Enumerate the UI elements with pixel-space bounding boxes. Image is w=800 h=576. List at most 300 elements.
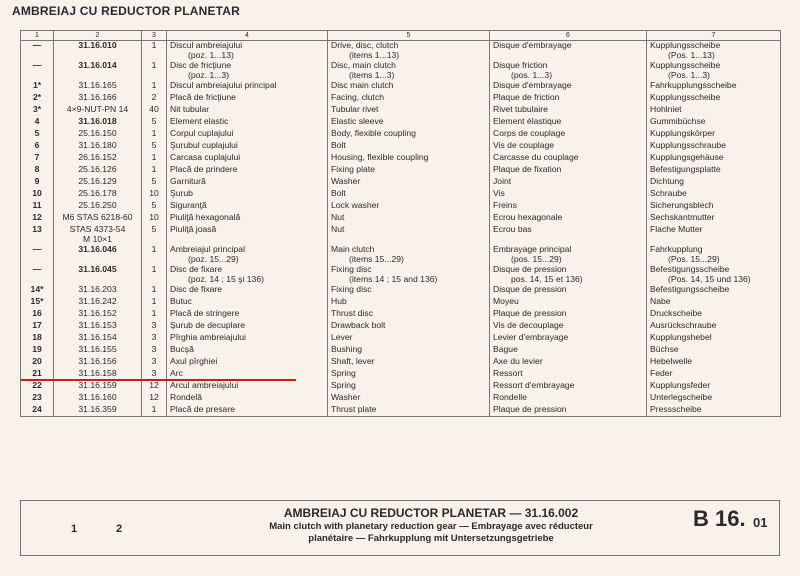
fr-cell-text: Levier d'embrayage [493,332,569,342]
fr-cell [490,189,647,201]
ro-cell-text: Discul ambreiajului [170,40,243,50]
pos-cell-text: 5 [34,128,40,138]
de-cell [647,265,781,285]
en-cell-text: Housing, flexible coupling [331,152,429,162]
table-row [21,245,781,265]
ro-cell-text: Placă de fricţiune [170,92,236,102]
en-cell [328,285,490,297]
fr-cell [490,165,647,177]
table-row [21,189,781,201]
code-cell-text: 31.16.046 [78,244,117,254]
en-cell-text: Fixing disc [331,284,372,294]
code-cell [54,81,142,93]
pos-cell [21,405,54,417]
qty-cell [142,357,167,369]
en-cell-text: Washer [331,176,361,186]
de-cell [647,321,781,333]
ro-cell [167,345,328,357]
de-cell-text: Unterlegscheibe [650,392,713,402]
de-cell-text: Kupplungsscheibe [650,92,721,102]
en-cell [328,105,490,117]
fr-cell [490,201,647,213]
en-cell-text: Spring [331,380,356,390]
en-cell [328,201,490,213]
fr-cell [490,245,647,265]
qty-cell-text: 5 [151,116,157,126]
ro-cell [167,81,328,93]
de-cell-text: Befestigungsplatte [650,164,721,174]
en-cell-text: Body, flexible coupling [331,128,416,138]
pos-cell-text: 15* [30,296,44,306]
qty-cell [142,141,167,153]
table-row [21,309,781,321]
de-cell-subtext: (Pos. 1...3) [668,69,711,80]
qty-cell-text: 3 [151,332,157,342]
footer-description [221,521,641,545]
de-cell-text: Schraube [650,188,687,198]
ro-cell [167,41,328,61]
en-cell [328,345,490,357]
fr-cell-text: Ecrou hexagonale [493,212,563,222]
qty-cell [142,177,167,189]
fr-cell [490,309,647,321]
ro-cell-text: Element elastic [170,116,229,126]
qty-cell [142,321,167,333]
de-cell-text: Befestigungsscheibe [650,264,730,274]
fr-cell-text: Plaque de fixation [493,164,562,174]
code-cell [54,225,142,245]
ro-cell-text: Disc de fixare [170,284,223,294]
en-cell [328,381,490,393]
ro-cell [167,201,328,213]
en-cell [328,153,490,165]
de-cell [647,177,781,189]
ro-cell [167,117,328,129]
qty-cell [142,93,167,105]
en-cell-text: Bushing [331,344,363,354]
pos-cell [21,105,54,117]
ro-cell-text: Butuc [170,296,192,306]
en-cell-text: Nut [331,224,345,234]
code-cell-subtext: M 10×1 [83,233,112,244]
ro-cell-text: Rondelă [170,392,203,402]
pos-cell [21,321,54,333]
footer-desc-line2: planétaire — Fahrkupplung mit Untersetzungsgetriebe [308,533,554,544]
qty-cell-text: 5 [151,200,157,210]
en-cell-text: Thrust plate [331,404,377,414]
ro-cell-text: Placă de prindere [170,164,238,174]
fr-cell-text: Plaque de pression [493,308,567,318]
qty-cell-text: 1 [151,296,157,306]
ro-cell [167,189,328,201]
pos-cell-text: — [32,40,42,50]
pos-cell-text: 14* [30,284,44,294]
qty-cell-text: 1 [151,60,157,70]
en-cell [328,81,490,93]
pos-cell-text: 18 [32,332,42,342]
table-row [21,105,781,117]
ro-cell-text: Corpul cuplajului [170,128,234,138]
fr-cell [490,265,647,285]
footer-desc-line1: Main clutch with planetary reduction gear — Embrayage avec réducteur [269,521,593,532]
qty-cell-text: 5 [151,140,157,150]
ro-cell [167,333,328,345]
de-cell [647,369,781,381]
en-cell [328,333,490,345]
qty-cell [142,393,167,405]
col-header-7: 7 [647,31,781,41]
en-cell-text: Bolt [331,188,346,198]
ro-cell [167,61,328,81]
pos-cell [21,285,54,297]
code-cell-text: 31.16.153 [78,320,117,330]
en-cell [328,245,490,265]
code-cell [54,333,142,345]
ro-cell-text: Disc de fricţiune [170,60,232,70]
ro-cell [167,93,328,105]
pos-cell-text: 13 [32,224,42,234]
code-cell-text: 25.16.129 [78,176,117,186]
ro-cell-subtext: (poz. 14 ; 15 şi 136) [188,273,264,284]
de-cell [647,165,781,177]
code-cell [54,285,142,297]
code-cell [54,129,142,141]
en-cell-text: Spring [331,368,356,378]
fr-cell [490,177,647,189]
de-cell [647,333,781,345]
fr-cell [490,321,647,333]
code-cell-text: 31.16.359 [78,404,117,414]
col-header-2: 2 [54,31,142,41]
de-cell-text: Fahrkupplung [650,244,703,254]
pos-cell-text: 1* [32,80,42,90]
de-cell-text: Kupplungsfeder [650,380,711,390]
qty-cell [142,309,167,321]
pos-cell [21,225,54,245]
de-cell [647,129,781,141]
code-cell-text: 31.16.166 [78,92,117,102]
fr-cell [490,297,647,309]
qty-cell-text: 1 [151,80,157,90]
fr-cell [490,381,647,393]
code-cell-text: 4×9-NUT-PN 14 [66,104,129,114]
de-cell-text: Befestigungsscheibe [650,284,730,294]
fr-cell-text: Disque friction [493,60,548,70]
de-cell-text: Ausrückschraube [650,320,717,330]
pos-cell-text: 17 [32,320,42,330]
en-cell [328,141,490,153]
fr-cell-text: Disque de pression [493,284,567,294]
table-row [21,93,781,105]
ro-cell [167,213,328,225]
qty-cell-text: 3 [151,344,157,354]
de-cell [647,189,781,201]
de-cell [647,141,781,153]
pos-cell-text: 11 [32,200,42,210]
pos-cell-text: 23 [32,392,42,402]
en-cell-text: Drawback bolt [331,320,386,330]
qty-cell-text: 2 [151,92,157,102]
fr-cell-text: Corps de couplage [493,128,566,138]
pos-cell-text: 22 [32,380,42,390]
qty-cell-text: 5 [151,176,157,186]
table-row [21,201,781,213]
en-cell-text: Main clutch [331,244,375,254]
ro-cell [167,393,328,405]
code-cell-text: 31.16.159 [78,380,117,390]
code-cell [54,201,142,213]
ro-cell [167,153,328,165]
qty-cell [142,41,167,61]
pos-cell-text: 19 [32,344,42,354]
fr-cell [490,393,647,405]
code-cell-text: 31.16.160 [78,392,117,402]
ro-cell [167,245,328,265]
code-cell [54,245,142,265]
ro-cell-text: Arc [170,368,183,378]
pos-cell-text: 9 [34,176,40,186]
code-cell-text: 25.16.250 [78,200,117,210]
fr-cell-text: Plaque de pression [493,404,567,414]
pos-cell [21,357,54,369]
code-cell-text: 31.16.155 [78,344,117,354]
de-cell [647,357,781,369]
qty-cell [142,225,167,245]
ro-cell [167,177,328,189]
ro-cell-subtext: (poz. 1...13) [188,49,234,60]
en-cell-text: Bolt [331,140,346,150]
pos-cell-text: 16 [32,308,42,318]
code-cell-text: 31.16.165 [78,80,117,90]
code-cell [54,213,142,225]
code-cell-text: 26.16.152 [78,152,117,162]
fr-cell-text: Plaque de friction [493,92,560,102]
pos-cell [21,381,54,393]
ro-cell [167,285,328,297]
table-row [21,81,781,93]
fr-cell [490,369,647,381]
en-cell [328,129,490,141]
pos-cell-text: 3* [32,104,42,114]
fr-cell [490,333,647,345]
qty-cell [142,105,167,117]
de-cell-text: Kupplungskörper [650,128,715,138]
ro-cell-text: Placă de presare [170,404,235,414]
fr-cell-subtext: (pos. 1...3) [511,69,553,80]
pos-cell-text: 12 [32,212,42,222]
de-cell-text: Kupplungsschraube [650,140,726,150]
ro-cell [167,165,328,177]
ro-cell-text: Bucşă [170,344,194,354]
pos-cell [21,61,54,81]
code-cell-text: 31.16.014 [78,60,117,70]
fr-cell-text: Freins [493,200,517,210]
de-cell [647,61,781,81]
pos-cell [21,265,54,285]
ro-cell [167,297,328,309]
en-cell-text: Disc, main clutch [331,60,396,70]
fr-cell [490,285,647,297]
code-cell-text: 31.16.158 [78,368,117,378]
ro-cell [167,381,328,393]
qty-cell [142,333,167,345]
qty-cell-text: 10 [149,188,159,198]
pos-cell-text: 8 [34,164,40,174]
pos-cell [21,213,54,225]
de-cell-text: Druckscheibe [650,308,703,318]
en-cell-text: Washer [331,392,361,402]
ro-cell-text: Pîrghia ambreiajului [170,332,246,342]
fr-cell [490,405,647,417]
table-row [21,393,781,405]
ro-cell [167,265,328,285]
pos-cell-text: 24 [32,404,42,414]
de-cell-text: Kupplungsscheibe [650,60,721,70]
code-cell [54,189,142,201]
table-row [21,381,781,393]
de-cell [647,153,781,165]
qty-cell-text: 1 [151,40,157,50]
fr-cell-text: Vis de decouplage [493,320,564,330]
code-cell-text: 31.16.154 [78,332,117,342]
table-row [21,61,781,81]
code-cell [54,265,142,285]
fr-cell-text: Disque d'embrayage [493,80,572,90]
qty-cell [142,405,167,417]
table-row [21,285,781,297]
de-cell [647,213,781,225]
pos-cell-text: 20 [32,356,42,366]
qty-cell-text: 10 [149,212,159,222]
en-cell-subtext: (items 14 ; 15 and 136) [349,273,438,284]
qty-cell-text: 1 [151,308,157,318]
de-cell-text: Kupplungsscheibe [650,40,721,50]
pos-cell-text: 21 [32,368,42,378]
table-row [21,405,781,417]
de-cell-text: Gummibüchse [650,116,706,126]
footer-box [20,500,780,556]
qty-cell-text: 12 [149,392,159,402]
pos-cell [21,333,54,345]
en-cell-text: Facing, clutch [331,92,385,102]
pos-cell [21,93,54,105]
fr-cell [490,225,647,245]
code-cell-text: 31.16.242 [78,296,117,306]
code-cell-text: 31.16.010 [78,40,117,50]
de-cell-text: Dichtung [650,176,684,186]
code-cell [54,105,142,117]
qty-cell [142,153,167,165]
pos-cell-text: — [32,244,42,254]
qty-cell-text: 1 [151,128,157,138]
fr-cell [490,213,647,225]
page-title: AMBREIAJ CU REDUCTOR PLANETAR [12,4,241,18]
pos-cell-text: 7 [34,152,40,162]
en-cell-text: Fixing plate [331,164,375,174]
ro-cell-text: Arcul ambreiajului [170,380,239,390]
qty-cell-text: 1 [151,404,157,414]
de-cell-subtext: (Pos. 14, 15 und 136) [668,273,751,284]
ro-cell-text: Piuliţă hexagonală [170,212,241,222]
table-row [21,165,781,177]
fr-cell-text: Rivet tubulaire [493,104,548,114]
ro-cell-text: Discul ambreiajului principal [170,80,277,90]
pos-cell [21,189,54,201]
code-cell [54,61,142,81]
de-cell-text: Sicherungsblech [650,200,714,210]
section-code-sub: 01 [753,515,768,530]
code-cell-text: 25.16.150 [78,128,117,138]
pos-cell [21,117,54,129]
de-cell-text: Flache Mutter [650,224,703,234]
footer-title: AMBREIAJ CU REDUCTOR PLANETAR — 31.16.002 [283,506,579,520]
ro-cell-subtext: (poz. 1...3) [188,69,230,80]
fr-cell-text: Ressort [493,368,523,378]
en-cell-text: Elastic sleeve [331,116,384,126]
en-cell [328,165,490,177]
ro-cell [167,357,328,369]
col-header-5: 5 [328,31,490,41]
en-cell-text: Nut [331,212,345,222]
qty-cell [142,345,167,357]
de-cell-text: Feder [650,368,673,378]
table-row [21,129,781,141]
pos-cell [21,81,54,93]
qty-cell-text: 3 [151,320,157,330]
pos-cell [21,177,54,189]
qty-cell-text: 1 [151,164,157,174]
qty-cell [142,189,167,201]
de-cell [647,285,781,297]
qty-cell [142,129,167,141]
ro-cell-text: Placă de stringere [170,308,240,318]
qty-cell [142,165,167,177]
ro-cell-text: Ambreiajul principal [170,244,245,254]
fr-cell [490,153,647,165]
pos-cell [21,165,54,177]
table-row [21,321,781,333]
en-cell [328,61,490,81]
ro-cell-text: Şurub [170,188,193,198]
fr-cell [490,141,647,153]
de-cell [647,245,781,265]
ro-cell-text: Şurubul cuplajului [170,140,238,150]
ro-cell [167,129,328,141]
de-cell-text: Kupplungsgehäuse [650,152,724,162]
qty-cell-text: 3 [151,356,157,366]
en-cell [328,213,490,225]
ro-cell [167,225,328,245]
code-cell [54,321,142,333]
de-cell-text: Fahrkupplungsscheibe [650,80,737,90]
pos-cell [21,345,54,357]
col-header-1: 1 [21,31,54,41]
qty-cell [142,265,167,285]
qty-cell-text: 1 [151,284,157,294]
fr-cell-subtext: pos. 14, 15 et 136) [511,273,583,284]
en-cell [328,309,490,321]
en-cell [328,189,490,201]
qty-cell [142,201,167,213]
en-cell-text: Thrust disc [331,308,374,318]
pos-cell-text: 6 [34,140,40,150]
de-cell [647,309,781,321]
de-cell-text: Pressscheibe [650,404,702,414]
fr-cell [490,105,647,117]
pos-cell [21,201,54,213]
pos-cell [21,141,54,153]
en-cell [328,405,490,417]
